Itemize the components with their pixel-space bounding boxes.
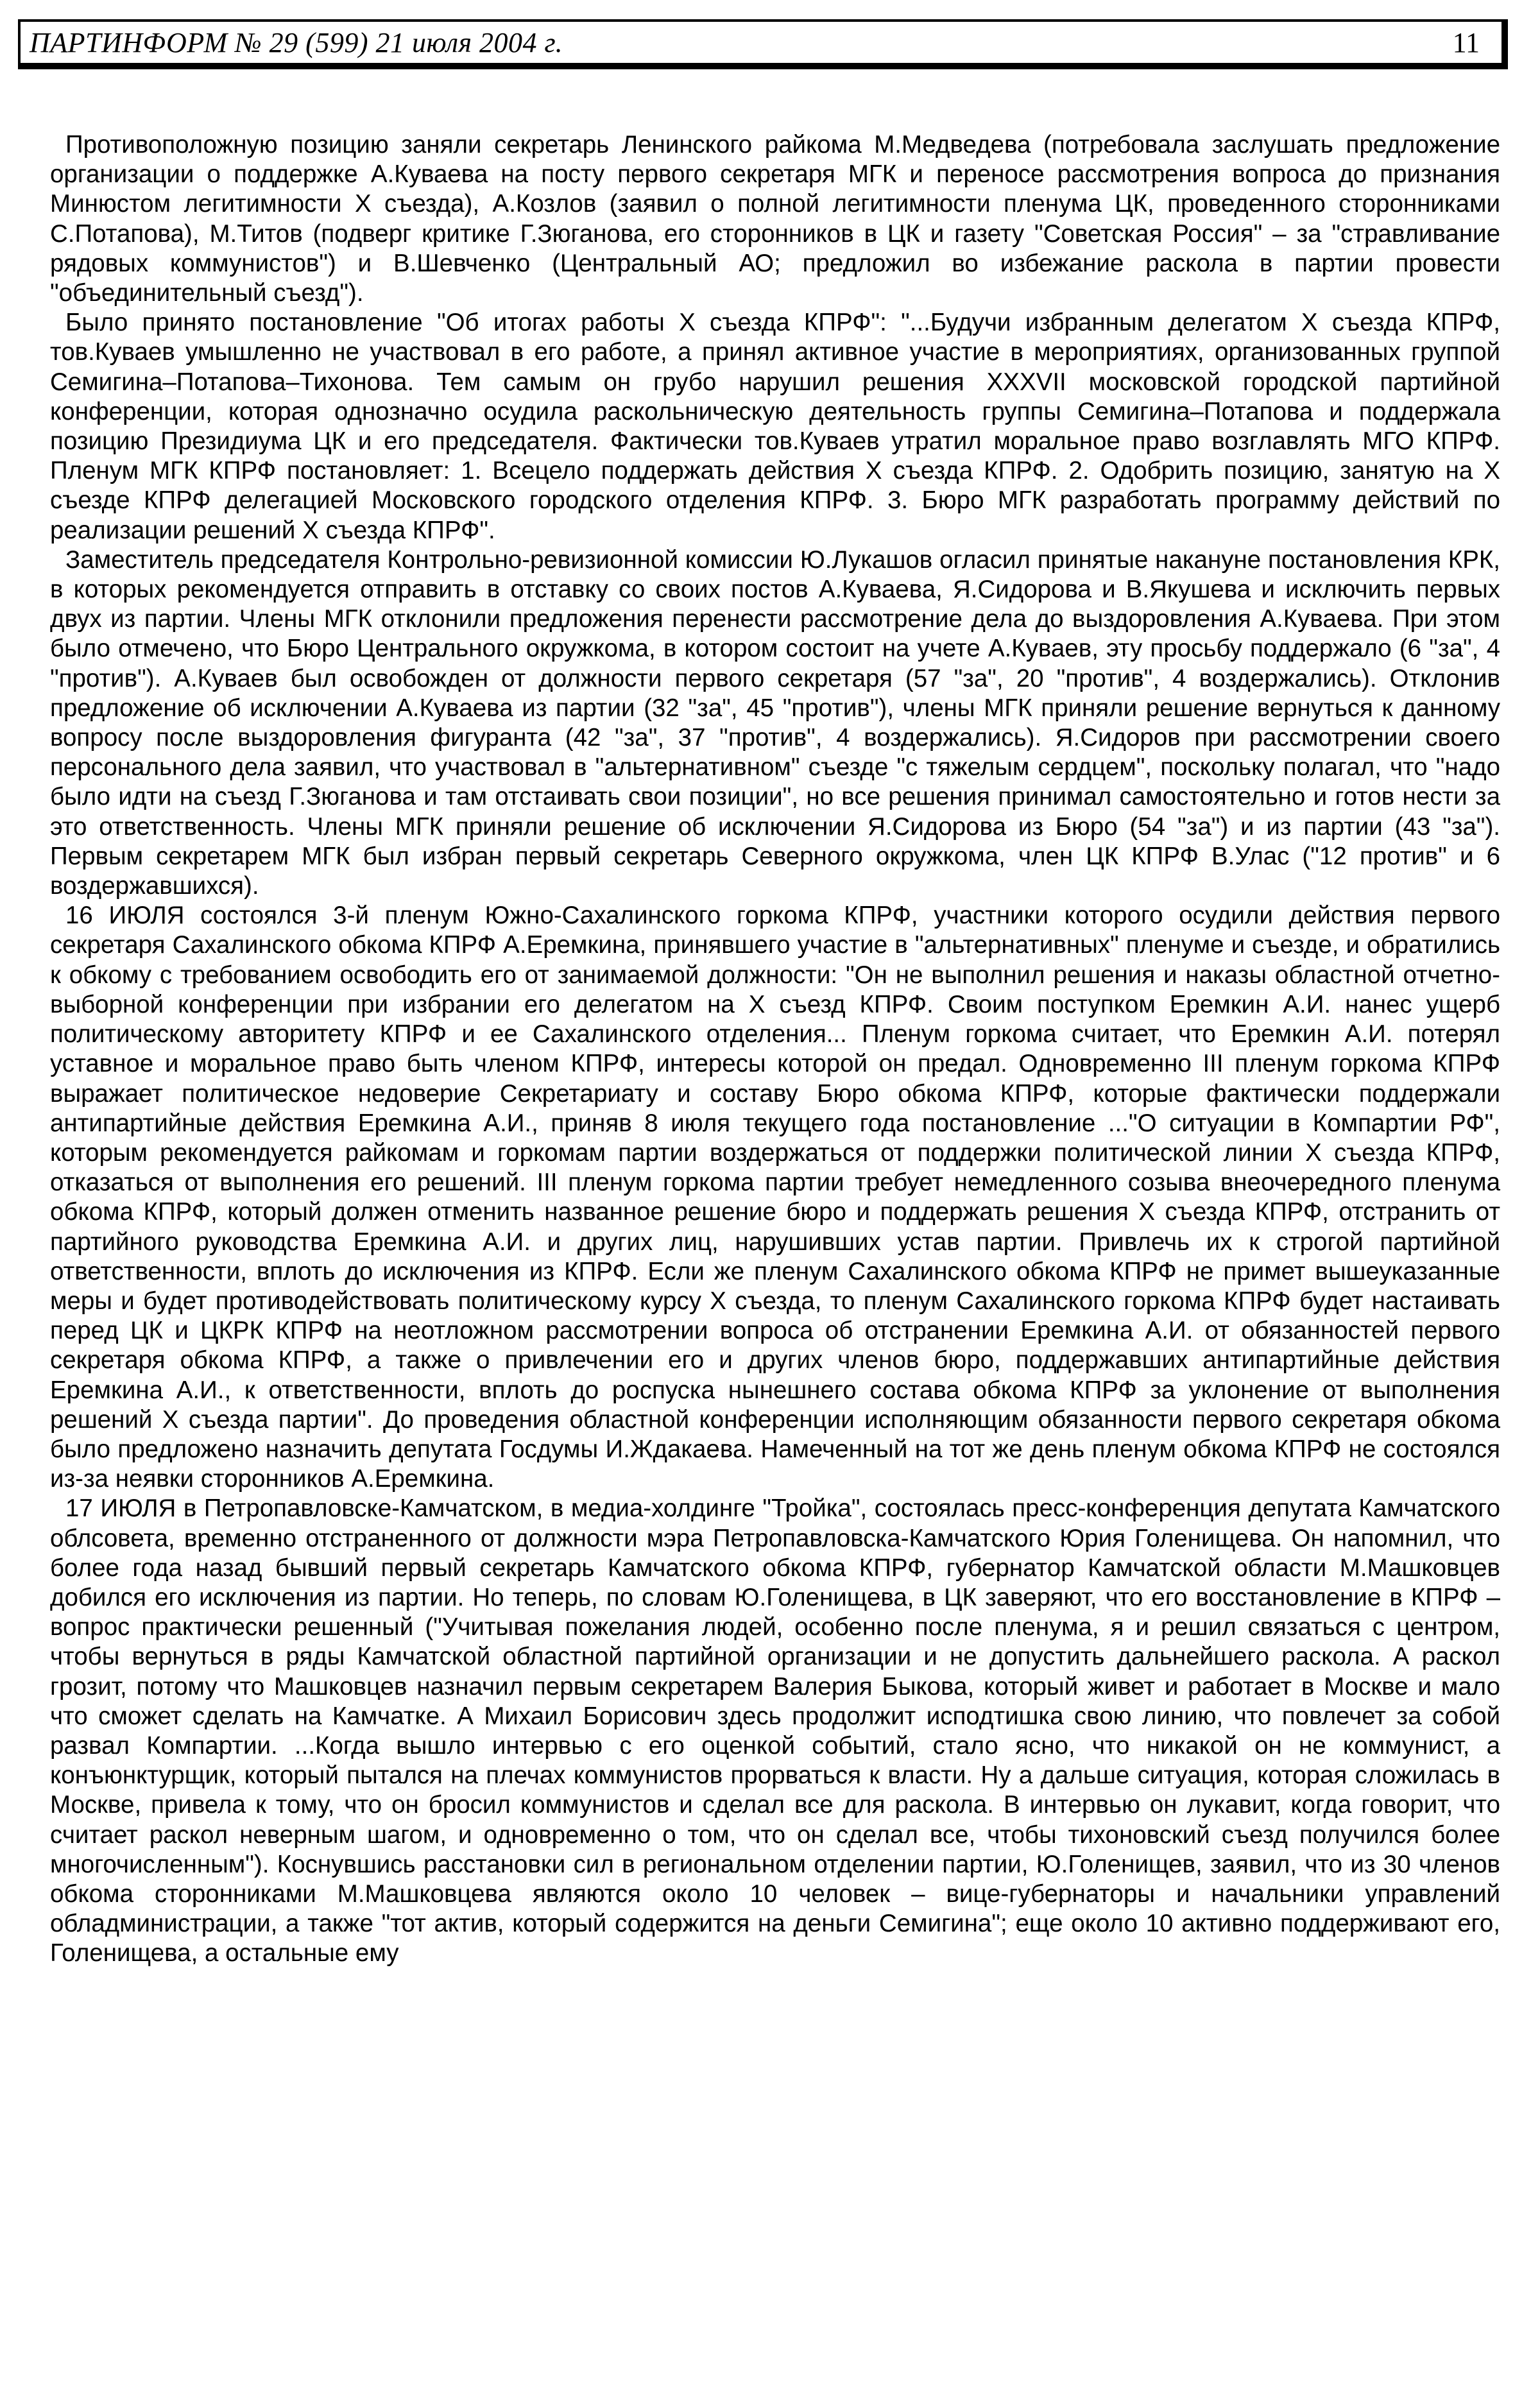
paragraph-opposing-position: Противоположную позицию заняли секретарь Ленинского райкома М.Медведева (потребовала заслушать предложение организации о поддержке А.Куваева на посту первого секретаря МГК и переносе рассмотрения вопроса до признания Минюстом легитимности X съезда), А.Козлов (заявил о полной легитимности пленума ЦК, проведенного сторонниками С.Потапова), М.Титов (подверг критике Г.Зюганова, его сторонников в ЦК и газету "Советская Россия" – за "стравливание рядовых коммунистов") и В.Шевченко (Центральный АО; предложил во избежание раскола в партии провести "объединительный съезд"). (50, 131, 1500, 307)
paragraph-july-17: 17 ИЮЛЯ в Петропавловске-Камчатском, в медиа-холдинге "Тройка", состоялась пресс-конференция депутата Камчатского облсовета, временно отстраненного от должности мэра Петропавловска-Камчатского Юрия Голенищева. Он напомнил, что более года назад бывший первый секретарь Камчатского обкома КПРФ, губернатор Камчатской области М.Машковцев добился его исключения из партии. Но теперь, по словам Ю.Голенищева, в ЦК заверяют, что его восстановление в КПРФ – вопрос практически решенный ("Учитывая пожелания людей, особенно после пленума, я и решил связаться с центром, чтобы вернуться в ряды Камчатской областной партийной организации и не допустить дальнейшего раскола. А раскол грозит, потому что Машковцев назначил первым секретарем Валерия Быкова, который живет и работает в Москве и мало что сможет сделать на Камчатке. А Михаил Борисович здесь продолжит исподтишка свою линию, что повлечет за собой развал Компартии. ...Когда вышло интервью с его оценкой событий, стало ясно, что никакой он не коммунист, а конъюнктурщик, который пытался на плечах коммунистов прорваться к власти. Ну а дальше ситуация, которая сложилась в Москве, привела к тому, что он бросил коммунистов и сделал все для раскола. В интервью он лукавит, когда говорит, что считает раскол неверным шагом, и одновременно о том, что он сделал все, чтобы тихоновский съезд получился более многочисленным"). Коснувшись расстановки сил в региональном отделении партии, Ю.Голенищев, заявил, что из 30 членов обкома сторонниками М.Машковцева являются около 10 человек – вице-губернаторы и начальники управлений обладминистрации, а также "тот актив, который содержится на деньги Семигина"; еще около 10 активно поддерживают его, Голенищева, а остальные ему (50, 1495, 1500, 1967)
publication-title: ПАРТИНФОРМ № 29 (599) 21 июля 2004 г. (30, 26, 563, 58)
page-header (18, 19, 1508, 69)
article-body (50, 130, 1500, 1969)
paragraph-july-16: 16 ИЮЛЯ состоялся 3-й пленум Южно-Сахалинского горкома КПРФ, участники которого осудили действия первого секретаря Сахалинского обкома КПРФ А.Еремкина, принявшего участие в "альтернативных" пленуме и съезде, и обратились к обкому с требованием освободить его от занимаемой должности: "Он не выполнил решения и наказы областной отчетно-выборной конференции при избрании его делегатом на X съезд КПРФ. Своим поступком Еремкин А.И. нанес ущерб политическому авторитету КПРФ и ее Сахалинского отделения... Пленум горкома считает, что Еремкин А.И. потерял уставное и моральное право быть членом КПРФ, интересы которой он предал. Одновременно III пленум горкома КПРФ выражает политическое недоверие Секретариату и составу Бюро обкома КПРФ, которые фактически поддержали антипартийные действия Еремкина А.И., приняв 8 июля текущего года постановление ..."О ситуации в Компартии РФ", которым рекомендуется райкомам и горкомам партии воздержаться от поддержки политической линии X съезда КПРФ, отказаться от выполнения его решений. III пленум горкома партии требует немедленного созыва внеочередного пленума обкома КПРФ, который должен отменить названное решение бюро и поддержать решения X съезда КПРФ, отстранить от партийного руководства Еремкина А.И. и других лиц, нарушивших устав партии. Привлечь их к строгой партийной ответственности, вплоть до исключения из КПРФ. Если же пленум Сахалинского обкома КПРФ не примет вышеуказанные меры и будет противодействовать политическому курсу X съезда, то пленум Сахалинского горкома КПРФ будет настаивать перед ЦК и ЦКРК КПРФ на неотложном рассмотрении вопроса об отстранении Еремкина А.И. от обязанностей первого секретаря обкома КПРФ, а также о привлечении его и других членов бюро, поддержавших антипартийные действия Еремкина А.И., к ответственности, вплоть до роспуска нынешнего состава обкома КПРФ за уклонение от выполнения решений X съезда партии". До проведения областной конференции исполняющим обязанности первого секретаря обкома было предложено назначить депутата Госдумы И.Ждакаева. Намеченный на тот же день пленум обкома КПРФ не состоялся из-за неявки сторонников А.Еремкина. (50, 902, 1500, 1493)
paragraph-resolution: Было принято постановление "Об итогах работы X съезда КПРФ": "...Будучи избранным делегатом X съезда КПРФ, тов.Куваев умышленно не участвовал в его работе, а принял активное участие в мероприятиях, организованных группой Семигина–Потапова–Тихонова. Тем самым он грубо нарушил решения XXXVII московской городской партийной конференции, которая однозначно осудила раскольническую деятельность группы Семигина–Потапова и поддержала позицию Президиума ЦК и его председателя. Фактически тов.Куваев утратил моральное право возглавлять МГО КПРФ. Пленум МГК КПРФ постановляет: 1. Всецело поддержать действия X съезда КПРФ. 2. Одобрить позицию, занятую на X съезде КПРФ делегацией Московского городского отделения КПРФ. 3. Бюро МГК разработать программу действий по реализации решений X съезда КПРФ". (50, 309, 1500, 544)
page-number: 11 (1452, 26, 1480, 58)
paragraph-krk-decisions: Заместитель председателя Контрольно-ревизионной комиссии Ю.Лукашов огласил принятые накануне постановления КРК, в которых рекомендуется отправить в отставку со своих постов А.Куваева, Я.Сидорова и В.Якушева и исключить первых двух из партии. Члены МГК отклонили предложения перенести рассмотрение дела до выздоровления А.Куваева. При этом было отмечено, что Бюро Центрального окружкома, в котором состоит на учете А.Куваев, эту просьбу поддержало (6 "за", 4 "против"). А.Куваев был освобожден от должности первого секретаря (57 "за", 20 "против", 4 воздержались). Отклонив предложение об исключении А.Куваева из партии (32 "за", 45 "против"), члены МГК приняли решение вернуться к данному вопросу после выздоровления фигуранта (42 "за", 37 "против", 4 воздержались). Я.Сидоров при рассмотрении своего персонального дела заявил, что участвовал в "альтернативном" съезде "с тяжелым сердцем", поскольку полагал, что "надо было идти на съезд Г.Зюганова и там отстаивать свои позиции", но все решения принимал самостоятельно и готов нести за это ответственность. Члены МГК приняли решение об исключении Я.Сидорова из Бюро (54 "за") и из партии (43 "за"). Первым секретарем МГК был избран первый секретарь Северного окружкома, член ЦК КПРФ В.Улас ("12 против" и 6 воздержавшихся). (50, 545, 1500, 900)
